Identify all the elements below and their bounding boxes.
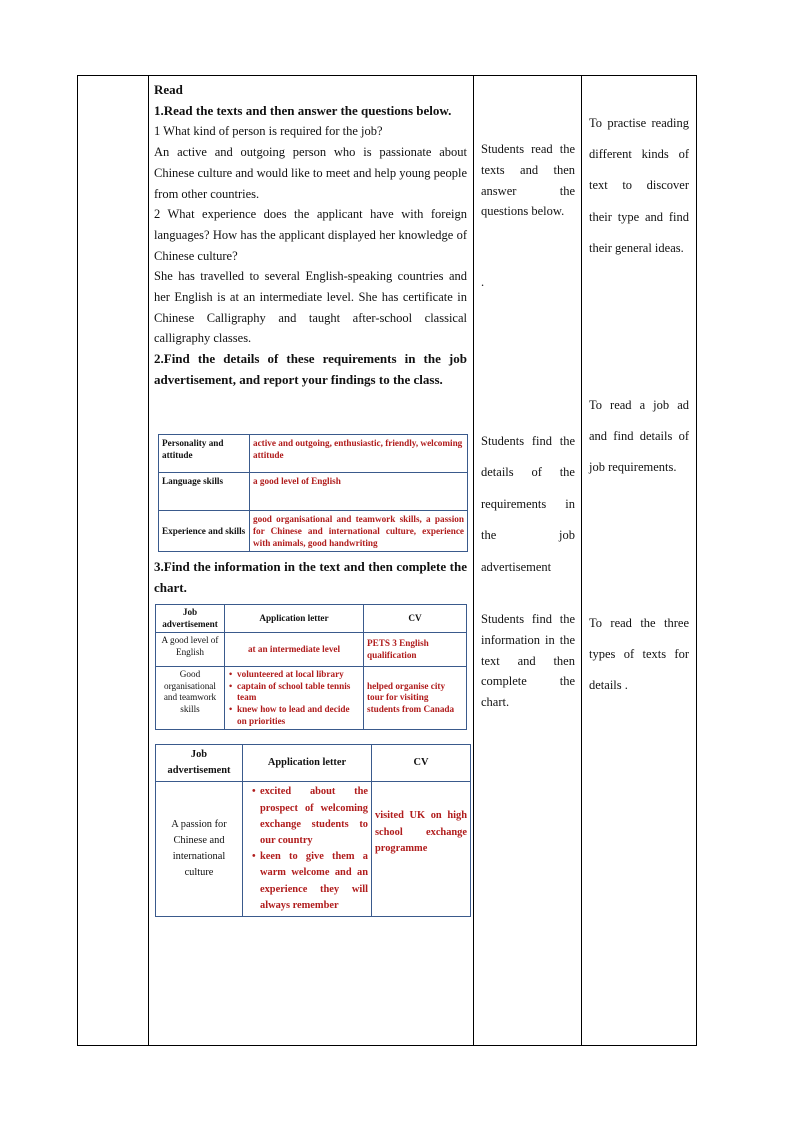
task2-title: 2.Find the details of these requirements in the job advertisement, and report your findings to the class. bbox=[154, 351, 467, 387]
aim-2: To read a job ad and find details of job requirements. bbox=[589, 398, 689, 475]
bullet-list bbox=[228, 669, 360, 727]
chart-table-1 bbox=[155, 604, 467, 730]
table-cell-value: active and outgoing, enthusiastic, friendly, welcoming attitude bbox=[250, 435, 468, 473]
column-divider bbox=[581, 76, 582, 1045]
table-cell: PETS 3 English qualification bbox=[364, 633, 467, 667]
header-cell: Job advertisement bbox=[156, 745, 243, 782]
header-cell: CV bbox=[364, 605, 467, 633]
aim-1: To practise reading different kinds of text to discover their type and find their general ideas. bbox=[589, 116, 689, 255]
question-1: 1 What kind of person is required for the job? bbox=[154, 124, 383, 139]
procedure-column bbox=[154, 80, 467, 391]
bullet-list bbox=[251, 784, 368, 914]
table-row bbox=[156, 633, 467, 667]
table-cell: visited UK on high school exchange programme bbox=[372, 782, 471, 917]
header-cell: CV bbox=[372, 745, 471, 782]
table-cell-label: Language skills bbox=[159, 473, 250, 511]
aim-3: To read the three types of texts for details . bbox=[589, 616, 689, 693]
table-header-row bbox=[156, 745, 471, 782]
table-cell: Good organisational and teamwork skills bbox=[156, 667, 225, 730]
task3-title: 3.Find the information in the text and then complete the chart. bbox=[154, 559, 467, 595]
answer-1: An active and outgoing person who is passionate about Chinese culture and would like to meet and help young people from other countries. bbox=[154, 145, 467, 201]
table-row bbox=[156, 667, 467, 730]
table-cell: A good level of English bbox=[156, 633, 225, 667]
activity-3: Students find the information in the text and then complete the chart. bbox=[481, 612, 575, 710]
list-item: • volunteered at local library bbox=[237, 669, 360, 681]
list-item: • keen to give them a warm welcome and an experience they will always remember bbox=[260, 849, 368, 914]
section-heading: Read bbox=[154, 82, 183, 97]
column-divider bbox=[148, 76, 149, 1045]
table-row bbox=[159, 511, 468, 552]
table-cell-value: good organisational and teamwork skills, a passion for Chinese and international culture, experience with animals, good handwriting bbox=[250, 511, 468, 552]
table-header-row bbox=[156, 605, 467, 633]
table-cell bbox=[225, 667, 364, 730]
answer-2: She has travelled to several English-speaking countries and her English is at an intermediate level. She has certificate in Chinese Calligraphy and taught after-school classical calligraphy classes. bbox=[154, 269, 467, 346]
task1-title: 1.Read the texts and then answer the questions below. bbox=[154, 102, 452, 118]
table-cell: helped organise city tour for visiting students from Canada bbox=[364, 667, 467, 730]
header-cell: Application letter bbox=[243, 745, 372, 782]
chart-table-2 bbox=[155, 744, 471, 917]
column-divider bbox=[473, 76, 474, 1045]
requirements-table bbox=[158, 434, 468, 552]
list-item: • excited about the prospect of welcoming exchange students to our country bbox=[260, 784, 368, 849]
table-cell-label: Experience and skills bbox=[159, 511, 250, 552]
table-row bbox=[159, 435, 468, 473]
table-row bbox=[156, 782, 471, 917]
task3-block bbox=[154, 557, 467, 598]
table-cell: A passion for Chinese and international culture bbox=[156, 782, 243, 917]
question-2: 2 What experience does the applicant have with foreign languages? How has the applicant displayed her knowledge of Chinese culture? bbox=[154, 207, 467, 263]
table-cell bbox=[243, 782, 372, 917]
list-item: • captain of school table tennis team bbox=[237, 681, 360, 704]
table-cell-value: a good level of English bbox=[250, 473, 468, 511]
activity-1-dot: . bbox=[481, 275, 485, 289]
header-cell: Application letter bbox=[225, 605, 364, 633]
activity-2: Students find the details of the requirements in the job advertisement bbox=[481, 434, 575, 574]
list-item: • knew how to lead and decide on priorities bbox=[237, 704, 360, 727]
table-cell-label: Personality and attitude bbox=[159, 435, 250, 473]
activity-1: Students read the texts and then answer the questions below. bbox=[481, 142, 575, 219]
lesson-table bbox=[77, 75, 697, 1046]
table-cell: at an intermediate level bbox=[225, 633, 364, 667]
table-row bbox=[159, 473, 468, 511]
header-cell: Job advertisement bbox=[156, 605, 225, 633]
